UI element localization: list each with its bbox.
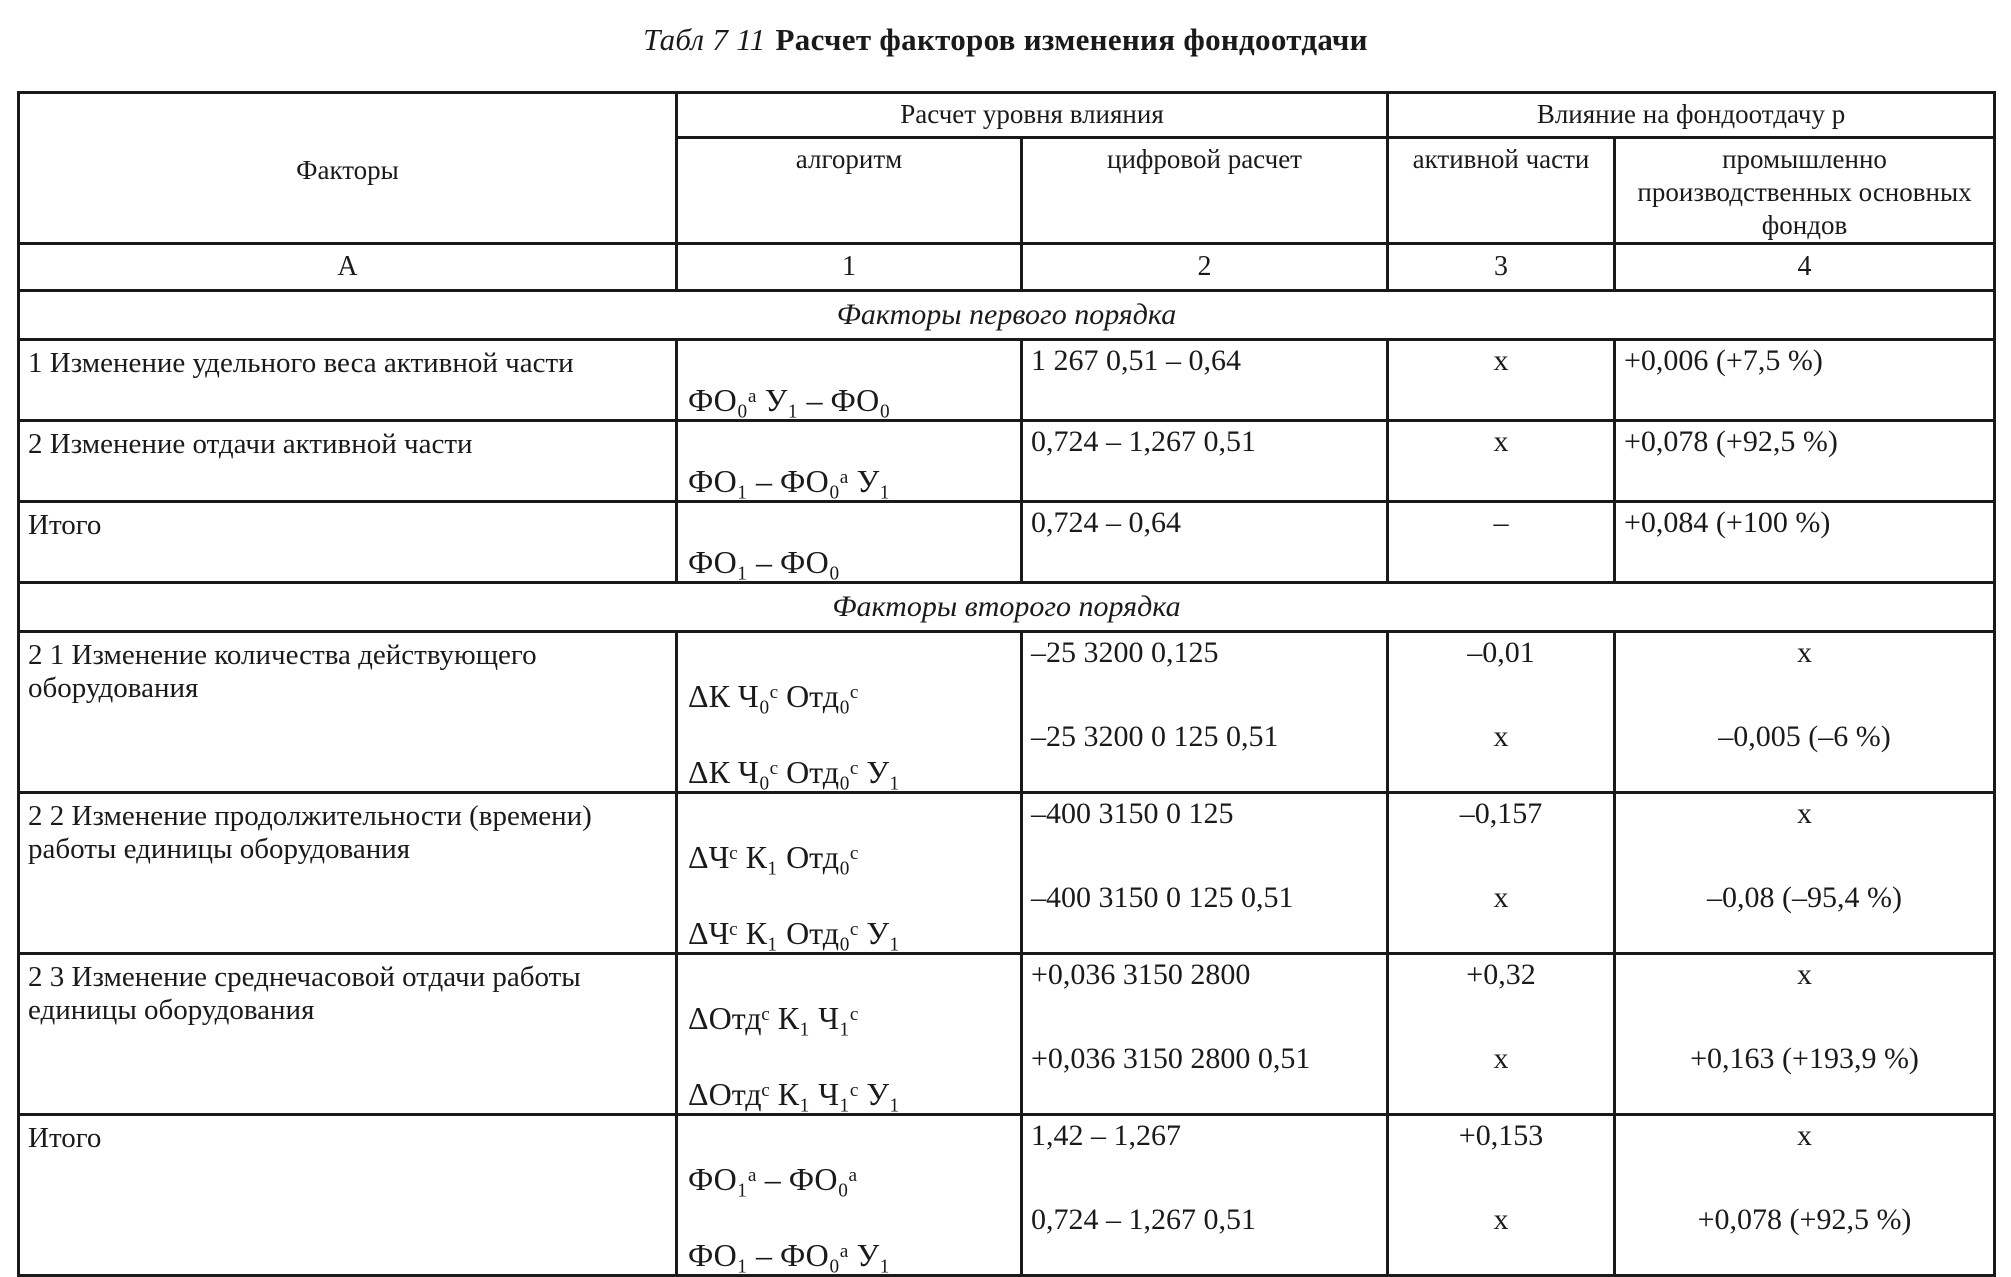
col-label-1: 1 [677,244,1022,291]
numeric-cell: 1 267 0,51 – 0,64 [1031,344,1241,377]
factor-cell: 2 1 Изменение количества действующего оборудования [19,632,677,793]
active-cell: +0,32 [1466,958,1536,991]
numeric-cell: –400 3150 0 125 [1031,797,1234,830]
numeric-cell: 0,724 – 1,267 0,51 [1031,1203,1256,1236]
factor-cell: 2 Изменение отдачи активной части [19,421,677,502]
algorithm-cell: ΔОтдᶜ К₁ Ч₁ᶜ [688,1000,859,1036]
industrial-cell: х [1797,797,1813,830]
header-factors: Факторы [19,93,677,244]
algorithm-cell: ФО₁ – ФО₀ᵃ У₁ [688,1237,891,1273]
table-row [19,421,1995,502]
header-industrial: промышленно производственных основных фондов [1615,138,1995,244]
factors-table [17,91,1996,1277]
active-cell: –0,01 [1467,636,1535,669]
algorithm-cell: ΔЧᶜ К₁ Отд₀ᶜ У₁ [688,915,901,951]
numeric-cell: –400 3150 0 125 0,51 [1031,881,1294,914]
industrial-cell: х [1797,958,1813,991]
factor-cell: 1 Изменение удельного веса активной части [19,340,677,421]
table-row [19,340,1995,421]
algorithm-cell: ΔК Ч₀ᶜ Отд₀ᶜ У₁ [688,754,901,790]
section-first-order: Факторы первого порядка [19,291,1995,340]
active-cell: х [1493,881,1509,914]
numeric-cell: –25 3200 0 125 0,51 [1031,720,1279,753]
table-row [19,954,1995,1115]
factor-cell: 2 2 Изменение продолжительности (времени) работы единицы оборудования [19,793,677,954]
active-cell: х [1493,425,1509,458]
table-number: Табл 7 11 [643,22,766,57]
industrial-cell: +0,084 (+100 %) [1624,506,1831,539]
industrial-cell: +0,006 (+7,5 %) [1624,344,1823,377]
industrial-cell: +0,078 (+92,5 %) [1697,1203,1912,1236]
factor-cell: 2 3 Изменение среднечасовой отдачи работы единицы оборудования [19,954,677,1115]
algorithm-cell: ФО₁ – ФО₀ [688,544,840,580]
algorithm-cell: ФО₁ – ФО₀ᵃ У₁ [688,463,891,499]
algorithm-cell: ΔК Ч₀ᶜ Отд₀ᶜ [688,678,859,714]
table-title [0,22,2011,58]
active-cell: х [1493,1042,1509,1075]
col-label-a: А [19,244,677,291]
numeric-cell: 1,42 – 1,267 [1031,1119,1181,1152]
active-cell: –0,157 [1459,797,1543,830]
table-row [19,502,1995,583]
header-calc-group: Расчет уровня влияния [677,93,1388,138]
col-label-4: 4 [1615,244,1995,291]
col-label-2: 2 [1022,244,1388,291]
factor-cell: Итого [19,1115,677,1276]
algorithm-cell: ΔОтдᶜ К₁ Ч₁ᶜ У₁ [688,1076,901,1112]
col-label-3: 3 [1388,244,1615,291]
section-second-order: Факторы второго порядка [19,583,1995,632]
active-cell: +0,153 [1458,1119,1544,1152]
numeric-cell: –25 3200 0,125 [1031,636,1219,669]
table-row [19,793,1995,954]
active-cell: – [1493,506,1509,539]
header-algorithm: алгоритм [677,138,1022,244]
industrial-cell: +0,163 (+193,9 %) [1690,1042,1919,1075]
table-row [19,1115,1995,1276]
active-cell: х [1493,344,1509,377]
algorithm-cell: ФО₁ᵃ – ФО₀ᵃ [688,1161,858,1197]
factor-cell: Итого [19,502,677,583]
algorithm-cell: ΔЧᶜ К₁ Отд₀ᶜ [688,839,859,875]
industrial-cell: +0,078 (+92,5 %) [1624,425,1838,458]
table-row [19,632,1995,793]
table-caption: Расчет факторов изменения фондоотдачи [775,22,1368,57]
active-cell: х [1493,1203,1509,1236]
active-cell: х [1493,720,1509,753]
numeric-cell: 0,724 – 0,64 [1031,506,1181,539]
industrial-cell: х [1797,636,1813,669]
header-numeric: цифровой расчет [1022,138,1388,244]
numeric-cell: +0,036 3150 2800 0,51 [1031,1042,1311,1075]
header-influence-group: Влияние на фондоотдачу р [1388,93,1995,138]
algorithm-cell: ФО₀ᵃ У₁ – ФО₀ [688,382,891,418]
industrial-cell: х [1797,1119,1813,1152]
industrial-cell: –0,005 (–6 %) [1718,720,1891,753]
numeric-cell: 0,724 – 1,267 0,51 [1031,425,1256,458]
header-active: активной части [1388,138,1615,244]
industrial-cell: –0,08 (–95,4 %) [1707,881,1902,914]
numeric-cell: +0,036 3150 2800 [1031,958,1251,991]
